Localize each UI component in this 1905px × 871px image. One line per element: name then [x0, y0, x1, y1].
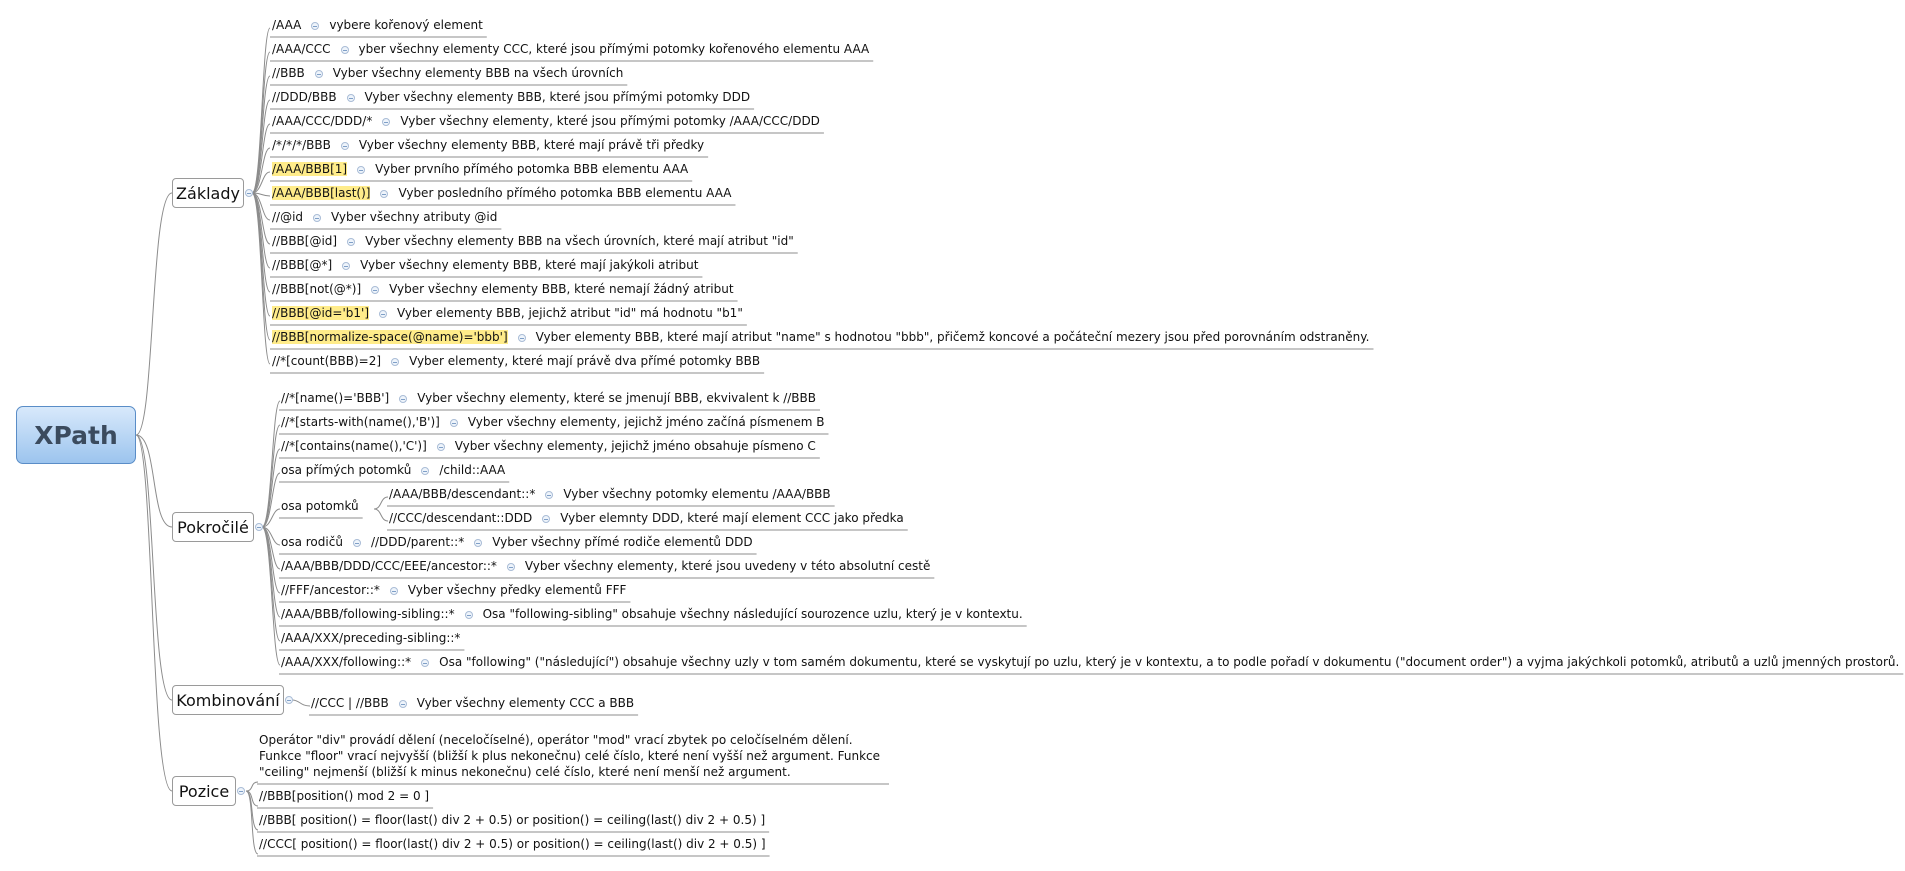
pokrocile-node-3[interactable] [281, 463, 505, 477]
pokrocile-node-0[interactable] [281, 391, 816, 405]
node-expression: //*[count(BBB)=2] [272, 354, 382, 368]
collapse-icon[interactable] [245, 189, 253, 197]
node-description: Vyber všechny elementy, jejichž jméno obsahuje písmeno C [454, 439, 816, 453]
node-expression: /AAA [272, 18, 302, 32]
node-description: Vyber prvního přímého potomka BBB elementu AAA [375, 162, 689, 176]
node-description: Vyber elementy BBB, jejichž atribut "id" má hodnotu "b1" [397, 306, 743, 320]
collapse-icon[interactable] [465, 611, 473, 619]
node-expression: /AAA/BBB/following-sibling::* [281, 607, 455, 621]
collapse-icon[interactable] [399, 700, 407, 708]
zaklady-node-2[interactable] [272, 66, 623, 80]
node-expression: //CCC | //BBB [311, 696, 389, 710]
pokrocile-sub-node-1[interactable] [389, 511, 904, 525]
node-expression: osa rodičů [281, 535, 343, 549]
pozice-note[interactable]: Operátor "div" provádí dělení (neceločíselné), operátor "mod" vrací zbytek po celočíselném dělení. Funkce "floor" vrací nejvyšší (bližší k plus nekonečnu) celé číslo, které není vyšší než argument. Funkce "ceiling" nejmenší (bližší k minus nekonečnu) celé číslo, které není menší než argument. [259, 733, 881, 779]
collapse-icon[interactable] [255, 523, 263, 531]
collapse-icon[interactable] [311, 22, 319, 30]
collapse-icon[interactable] [379, 310, 387, 318]
kombinovani-node-0[interactable] [311, 696, 634, 710]
pozice-node-0[interactable] [259, 789, 429, 803]
collapse-icon[interactable] [437, 443, 445, 451]
pozice-node-1[interactable] [259, 813, 765, 827]
node-expression: osa potomků [281, 499, 359, 513]
collapse-icon[interactable] [421, 467, 429, 475]
node-expression: //BBB[ position() = floor(last() div 2 + 0.5) or position() = ceiling(last() div 2 + 0.5) ] [259, 813, 766, 827]
collapse-icon[interactable] [380, 190, 388, 198]
node-expression: /*/*/*/BBB [272, 138, 331, 152]
pozice-node-2[interactable] [259, 837, 766, 851]
collapse-icon[interactable] [382, 118, 390, 126]
collapse-icon[interactable] [390, 587, 398, 595]
node-expression: /AAA/BBB/DDD/CCC/EEE/ancestor::* [281, 559, 497, 573]
branch-pozice[interactable]: Pozice [172, 776, 236, 806]
node-expression: //@id [272, 210, 304, 224]
node-description: vybere kořenový element [329, 18, 483, 32]
pokrocile-node-2[interactable] [281, 439, 816, 453]
collapse-icon[interactable] [315, 70, 323, 78]
node-description: //DDD/parent::* [370, 535, 465, 549]
collapse-icon[interactable] [507, 563, 515, 571]
pokrocile-node-6[interactable] [281, 559, 930, 573]
node-expression: //BBB[not(@*)] [272, 282, 362, 296]
collapse-icon[interactable] [518, 334, 526, 342]
node-expression: //BBB[@*] [272, 258, 333, 272]
node-description: Osa "following-sibling" obsahuje všechny následující sourozence uzlu, který je v kontextu. [482, 607, 1023, 621]
collapse-icon[interactable] [342, 262, 350, 270]
zaklady-node-1[interactable] [272, 42, 869, 56]
collapse-icon[interactable] [285, 696, 293, 704]
node-expression: //BBB[position() mod 2 = 0 ] [259, 789, 430, 803]
node-expression: /AAA/XXX/following::* [281, 655, 412, 669]
node-description: Vyber všechny předky elementů FFF [407, 583, 627, 597]
node-expression: //DDD/BBB [272, 90, 337, 104]
zaklady-node-10[interactable] [272, 258, 698, 272]
collapse-icon[interactable] [421, 659, 429, 667]
zaklady-node-3[interactable] [272, 90, 750, 104]
collapse-icon[interactable] [542, 515, 550, 523]
collapse-icon[interactable] [399, 395, 407, 403]
node-description: Vyber elemnty DDD, které mají element CCC jako předka [560, 511, 904, 525]
collapse-icon[interactable] [474, 539, 482, 547]
node-description: Vyber všechny elementy, které jsou uvedeny v této absolutní cestě [524, 559, 931, 573]
node-description: Vyber všechny elementy, jejichž jméno začíná písmenem B [467, 415, 825, 429]
node-description: Vyber všechny potomky elementu /AAA/BBB [563, 487, 831, 501]
pokrocile-node-5[interactable] [281, 535, 753, 549]
node-description: Vyber všechny elementy BBB, které jsou přímými potomky DDD [364, 90, 751, 104]
collapse-icon[interactable] [371, 286, 379, 294]
collapse-icon[interactable] [357, 166, 365, 174]
collapse-icon[interactable] [341, 142, 349, 150]
node-description: /child::AAA [439, 463, 506, 477]
pokrocile-node-8[interactable] [281, 607, 1023, 621]
collapse-icon[interactable] [341, 46, 349, 54]
node-description: Vyber všechny elementy BBB, které mají právě tři předky [358, 138, 705, 152]
node-expression: //*[contains(name(),'C')] [281, 439, 427, 453]
pokrocile-node-4[interactable] [281, 499, 359, 513]
node-description: Vyber posledního přímého potomka BBB elementu AAA [398, 186, 732, 200]
zaklady-node-14[interactable] [272, 354, 760, 368]
zaklady-node-5[interactable] [272, 138, 704, 152]
node-description: Vyber všechny atributy @id [331, 210, 498, 224]
node-expression: //*[starts-with(name(),'B')] [281, 415, 440, 429]
node-expression: /AAA/CCC [272, 42, 331, 56]
collapse-icon[interactable] [353, 539, 361, 547]
node-expression: /AAA/BBB[last()] [272, 186, 371, 200]
node-description: Vyber všechny elementy BBB na všech úrovních, které mají atribut "id" [365, 234, 794, 248]
branch-zaklady[interactable]: Základy [172, 178, 244, 208]
collapse-icon[interactable] [545, 491, 553, 499]
pokrocile-node-7[interactable] [281, 583, 626, 597]
zaklady-node-6[interactable] [272, 162, 688, 176]
node-description: Vyber všechny elementy CCC a BBB [416, 696, 635, 710]
node-expression: //FFF/ancestor::* [281, 583, 380, 597]
node-expression: /AAA/BBB[1] [272, 162, 348, 176]
node-description: Vyber všechny elementy, které se jmenují BBB, ekvivalent k //BBB [417, 391, 817, 405]
zaklady-node-9[interactable] [272, 234, 794, 248]
collapse-icon[interactable] [347, 94, 355, 102]
zaklady-node-4[interactable] [272, 114, 820, 128]
node-expression: //BBB [272, 66, 305, 80]
zaklady-node-12[interactable] [272, 306, 743, 320]
node-description: Vyber všechny elementy BBB, které mají jakýkoli atribut [360, 258, 699, 272]
root-node-xpath[interactable]: XPath [16, 406, 136, 464]
node-expression: //BBB[normalize-space(@name)='bbb'] [272, 330, 508, 344]
node-expression: //BBB[@id='b1'] [272, 306, 370, 320]
node-expression: //CCC[ position() = floor(last() div 2 + 0.5) or position() = ceiling(last() div 2 + 0.5) ] [259, 837, 766, 851]
pokrocile-sub-node-0[interactable] [389, 487, 831, 501]
collapse-icon[interactable] [391, 358, 399, 366]
branch-kombinovani[interactable]: Kombinování [172, 685, 284, 715]
node-expression: //CCC/descendant::DDD [389, 511, 533, 525]
node-expression: //BBB[@id] [272, 234, 338, 248]
node-description: Vyber všechny přímé rodiče elementů DDD [492, 535, 753, 549]
node-description: Osa "following" ("následující") obsahuje všechny uzly v tom samém dokumentu, které se vyskytují po uzlu, který je v kontextu, a to podle pořadí v dokumentu ("document order") a vyjma jakýchkoli potomků, atributů a uzlů jmenných prostorů. [439, 655, 1900, 669]
node-expression: osa přímých potomků [281, 463, 412, 477]
pokrocile-node-10[interactable] [281, 655, 1899, 669]
node-description: Vyber elementy BBB, které mají atribut "name" s hodnotou "bbb", přičemž koncové a počáteční mezery jsou před porovnáním odstraněny. [535, 330, 1370, 344]
zaklady-node-8[interactable] [272, 210, 497, 224]
node-expression: //*[name()='BBB'] [281, 391, 390, 405]
collapse-icon[interactable] [347, 238, 355, 246]
pokrocile-node-9[interactable] [281, 631, 460, 645]
zaklady-node-13[interactable] [272, 330, 1369, 344]
node-description: Vyber všechny elementy, které jsou přímými potomky /AAA/CCC/DDD [400, 114, 820, 128]
node-description: Vyber všechny elementy BBB na všech úrovních [332, 66, 624, 80]
node-expression: /AAA/CCC/DDD/* [272, 114, 373, 128]
node-description: Vyber elementy, které mají právě dva přímé potomky BBB [409, 354, 761, 368]
node-description: yber všechny elementy CCC, které jsou přímými potomky kořenového elementu AAA [358, 42, 870, 56]
node-expression: /AAA/XXX/preceding-sibling::* [281, 631, 461, 645]
collapse-icon[interactable] [237, 787, 245, 795]
pokrocile-node-1[interactable] [281, 415, 824, 429]
branch-pokrocile[interactable]: Pokročilé [172, 512, 254, 542]
collapse-icon[interactable] [313, 214, 321, 222]
node-description: Vyber všechny elementy BBB, které nemají žádný atribut [389, 282, 734, 296]
zaklady-node-11[interactable] [272, 282, 734, 296]
zaklady-node-0[interactable] [272, 18, 483, 32]
node-expression: /AAA/BBB/descendant::* [389, 487, 536, 501]
collapse-icon[interactable] [450, 419, 458, 427]
zaklady-node-7[interactable] [272, 186, 731, 200]
